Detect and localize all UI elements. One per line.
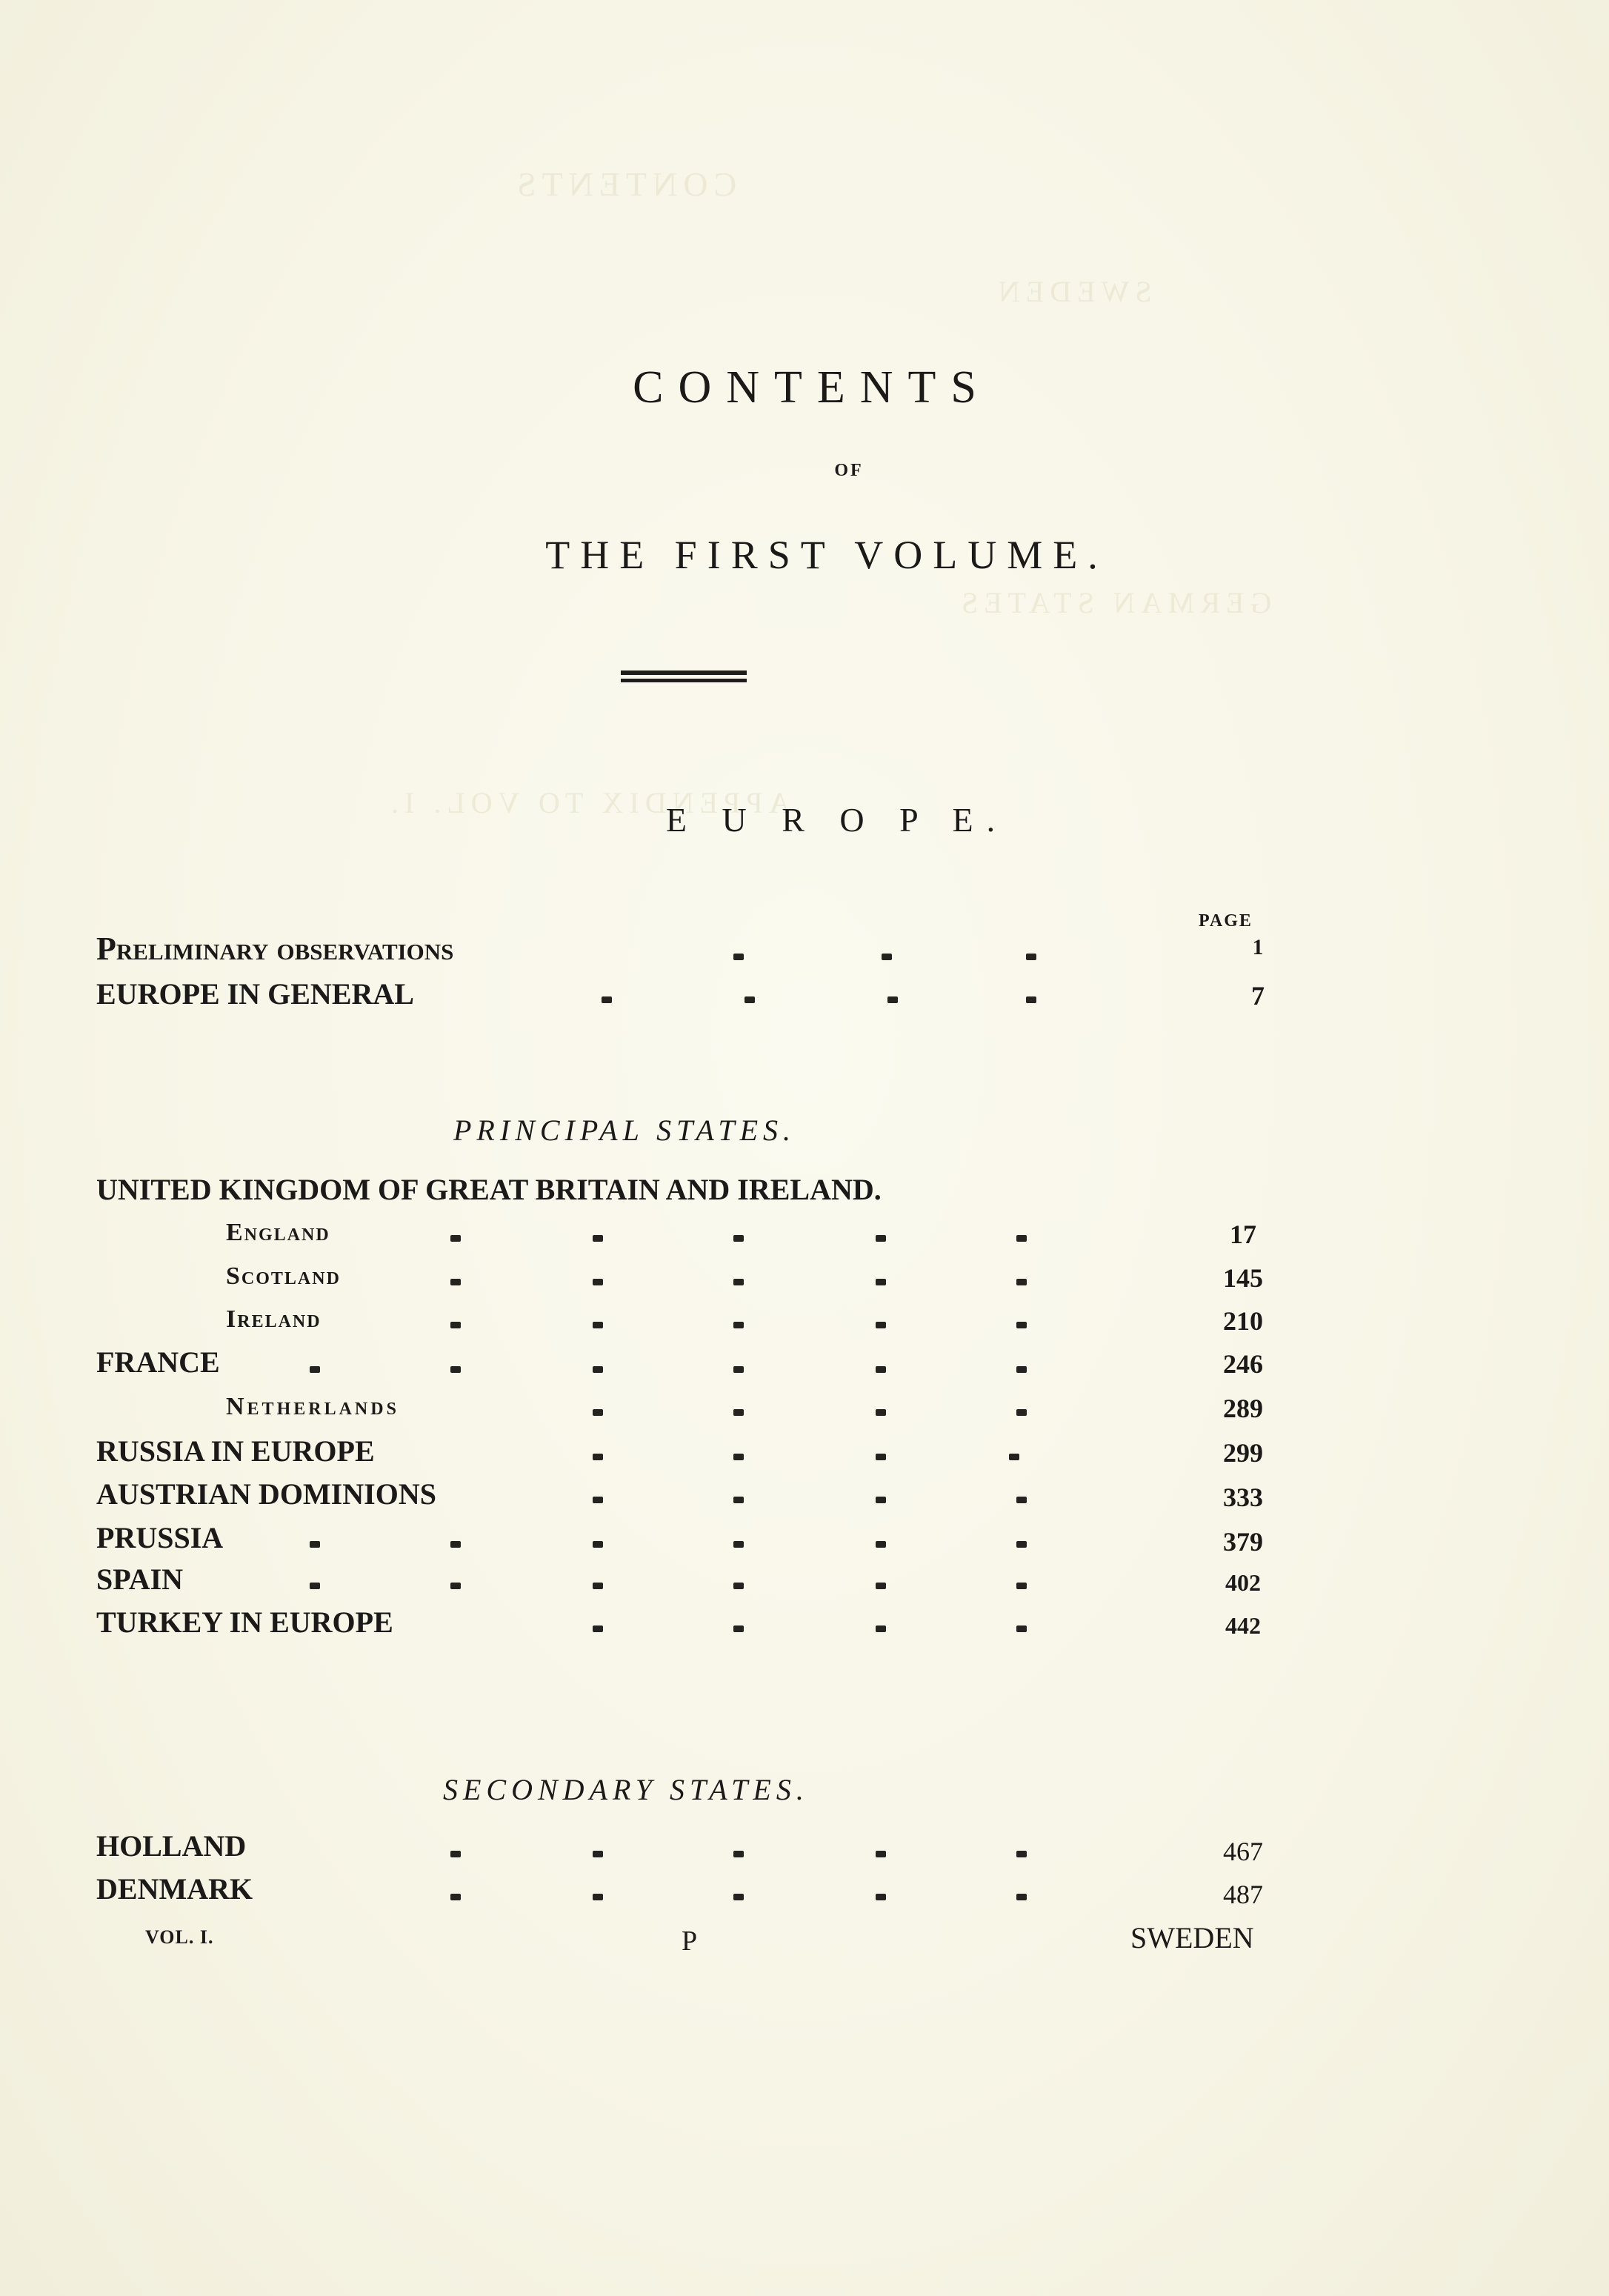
leader-dash xyxy=(1016,1409,1027,1416)
leader-dash xyxy=(887,996,898,1003)
leader-dash xyxy=(1016,1583,1027,1589)
toc-entry-label: PRUSSIA xyxy=(96,1521,224,1554)
toc-entry-page: 289 xyxy=(1223,1394,1263,1423)
leader-dash xyxy=(876,1497,886,1503)
toc-entry-page: 487 xyxy=(1223,1880,1263,1909)
leader-dash xyxy=(876,1454,886,1460)
leader-dash xyxy=(1016,1322,1027,1328)
leader-dash xyxy=(310,1366,320,1373)
leader-dash xyxy=(733,1497,744,1503)
leader-dash xyxy=(733,1454,744,1460)
toc-entry-page: 299 xyxy=(1223,1438,1263,1468)
leader-dash xyxy=(593,1454,603,1460)
page-column-label: PAGE xyxy=(1199,911,1253,931)
toc-entry-page: 145 xyxy=(1223,1263,1263,1293)
toc-entry-label: FRANCE xyxy=(96,1345,220,1379)
toc-entry-page: 17 xyxy=(1230,1219,1256,1249)
leader-dash xyxy=(876,1583,886,1589)
show-through-bleed-2: SWEDEN xyxy=(993,275,1152,308)
toc-entry-label: Scotland xyxy=(226,1262,341,1290)
secondary-states-heading: SECONDARY STATES. xyxy=(443,1773,809,1806)
leader-dash xyxy=(744,996,755,1003)
toc-entry-label: Preliminary observations xyxy=(96,931,454,967)
leader-dash xyxy=(733,954,744,960)
leader-dash xyxy=(593,1409,603,1416)
toc-entry-page: 246 xyxy=(1223,1349,1263,1379)
leader-dash xyxy=(1016,1625,1027,1632)
principal-states-heading: PRINCIPAL STATES. xyxy=(453,1114,796,1147)
signature-mark: P xyxy=(682,1926,698,1957)
leader-dash xyxy=(733,1409,744,1416)
leader-dash xyxy=(593,1625,603,1632)
toc-entry-page: 210 xyxy=(1223,1306,1263,1336)
leader-dash xyxy=(1016,1541,1027,1548)
toc-entry-label: TURKEY IN EUROPE xyxy=(96,1605,393,1639)
leader-dash xyxy=(593,1541,603,1548)
contents-title: CONTENTS xyxy=(633,362,991,413)
toc-entry-page: 467 xyxy=(1223,1837,1263,1866)
leader-dash xyxy=(733,1583,744,1589)
catchword: SWEDEN xyxy=(1130,1921,1254,1954)
leader-dash xyxy=(1016,1894,1027,1900)
leader-dash xyxy=(450,1322,461,1328)
leader-dash xyxy=(593,1366,603,1373)
leader-dash xyxy=(593,1851,603,1857)
leader-dash xyxy=(876,1894,886,1900)
toc-entry-label: SPAIN xyxy=(96,1563,184,1596)
leader-dash xyxy=(450,1235,461,1242)
leader-dash xyxy=(310,1541,320,1548)
toc-entry-label: Ireland xyxy=(226,1305,322,1333)
leader-dash xyxy=(450,1851,461,1857)
leader-dash xyxy=(593,1894,603,1900)
toc-entry-label: HOLLAND xyxy=(96,1829,247,1863)
leader-dash xyxy=(593,1322,603,1328)
leader-dash xyxy=(593,1235,603,1242)
leader-dash xyxy=(876,1625,886,1632)
leader-dash xyxy=(876,1235,886,1242)
show-through-bleed-3: GERMAN STATES xyxy=(956,586,1272,619)
leader-dash xyxy=(1026,996,1036,1003)
leader-dash xyxy=(733,1894,744,1900)
contents-of-label: OF xyxy=(834,461,864,480)
leader-dash xyxy=(450,1583,461,1589)
leader-dash xyxy=(450,1894,461,1900)
part-title: E U R O P E. xyxy=(665,801,1009,839)
leader-dash xyxy=(450,1279,461,1285)
toc-entry-label: Netherlands xyxy=(226,1393,399,1420)
show-through-bleed-1: CONTENTS xyxy=(511,165,737,203)
leader-dash xyxy=(450,1366,461,1373)
leader-dash xyxy=(876,1322,886,1328)
toc-entry-label: AUSTRIAN DOMINIONS xyxy=(96,1477,436,1511)
toc-entry-page: 1 xyxy=(1252,935,1264,959)
leader-dash xyxy=(1016,1366,1027,1373)
double-rule-bottom xyxy=(621,679,747,682)
show-through-bleed-4: APPENDIX TO VOL. I. xyxy=(385,786,790,819)
leader-dash xyxy=(593,1583,603,1589)
leader-dash xyxy=(1009,1454,1019,1460)
toc-entry-label: RUSSIA IN EUROPE xyxy=(96,1434,375,1468)
leader-dash xyxy=(882,954,892,960)
leader-dash xyxy=(876,1541,886,1548)
leader-dash xyxy=(1016,1235,1027,1242)
leader-dash xyxy=(593,1279,603,1285)
toc-entry-label: DENMARK xyxy=(96,1872,253,1906)
leader-dash xyxy=(593,1497,603,1503)
principal-group-label: UNITED KINGDOM OF GREAT BRITAIN AND IRELAND. xyxy=(96,1173,882,1206)
leader-dash xyxy=(1016,1497,1027,1503)
toc-entry-page: 402 xyxy=(1225,1569,1261,1596)
toc-entry-page: 379 xyxy=(1223,1527,1263,1557)
double-rule-top xyxy=(621,671,747,675)
toc-entry-page: 442 xyxy=(1225,1612,1261,1639)
leader-dash xyxy=(450,1541,461,1548)
leader-dash xyxy=(876,1366,886,1373)
leader-dash xyxy=(1016,1851,1027,1857)
leader-dash xyxy=(876,1409,886,1416)
leader-dash xyxy=(876,1851,886,1857)
volume-mark: VOL. I. xyxy=(145,1926,214,1948)
leader-dash xyxy=(876,1279,886,1285)
leader-dash xyxy=(1026,954,1036,960)
leader-dash xyxy=(733,1366,744,1373)
leader-dash xyxy=(733,1851,744,1857)
leader-dash xyxy=(733,1541,744,1548)
leader-dash xyxy=(602,996,612,1003)
leader-dash xyxy=(733,1235,744,1242)
leader-dash xyxy=(733,1625,744,1632)
toc-entry-page: 333 xyxy=(1223,1483,1263,1512)
leader-dash xyxy=(733,1322,744,1328)
toc-entry-page: 7 xyxy=(1251,981,1265,1011)
leader-dash xyxy=(733,1279,744,1285)
volume-title: THE FIRST VOLUME. xyxy=(545,533,1108,577)
toc-entry-label: EUROPE IN GENERAL xyxy=(96,977,414,1011)
toc-entry-label: England xyxy=(226,1219,330,1246)
leader-dash xyxy=(310,1583,320,1589)
leader-dash xyxy=(1016,1279,1027,1285)
